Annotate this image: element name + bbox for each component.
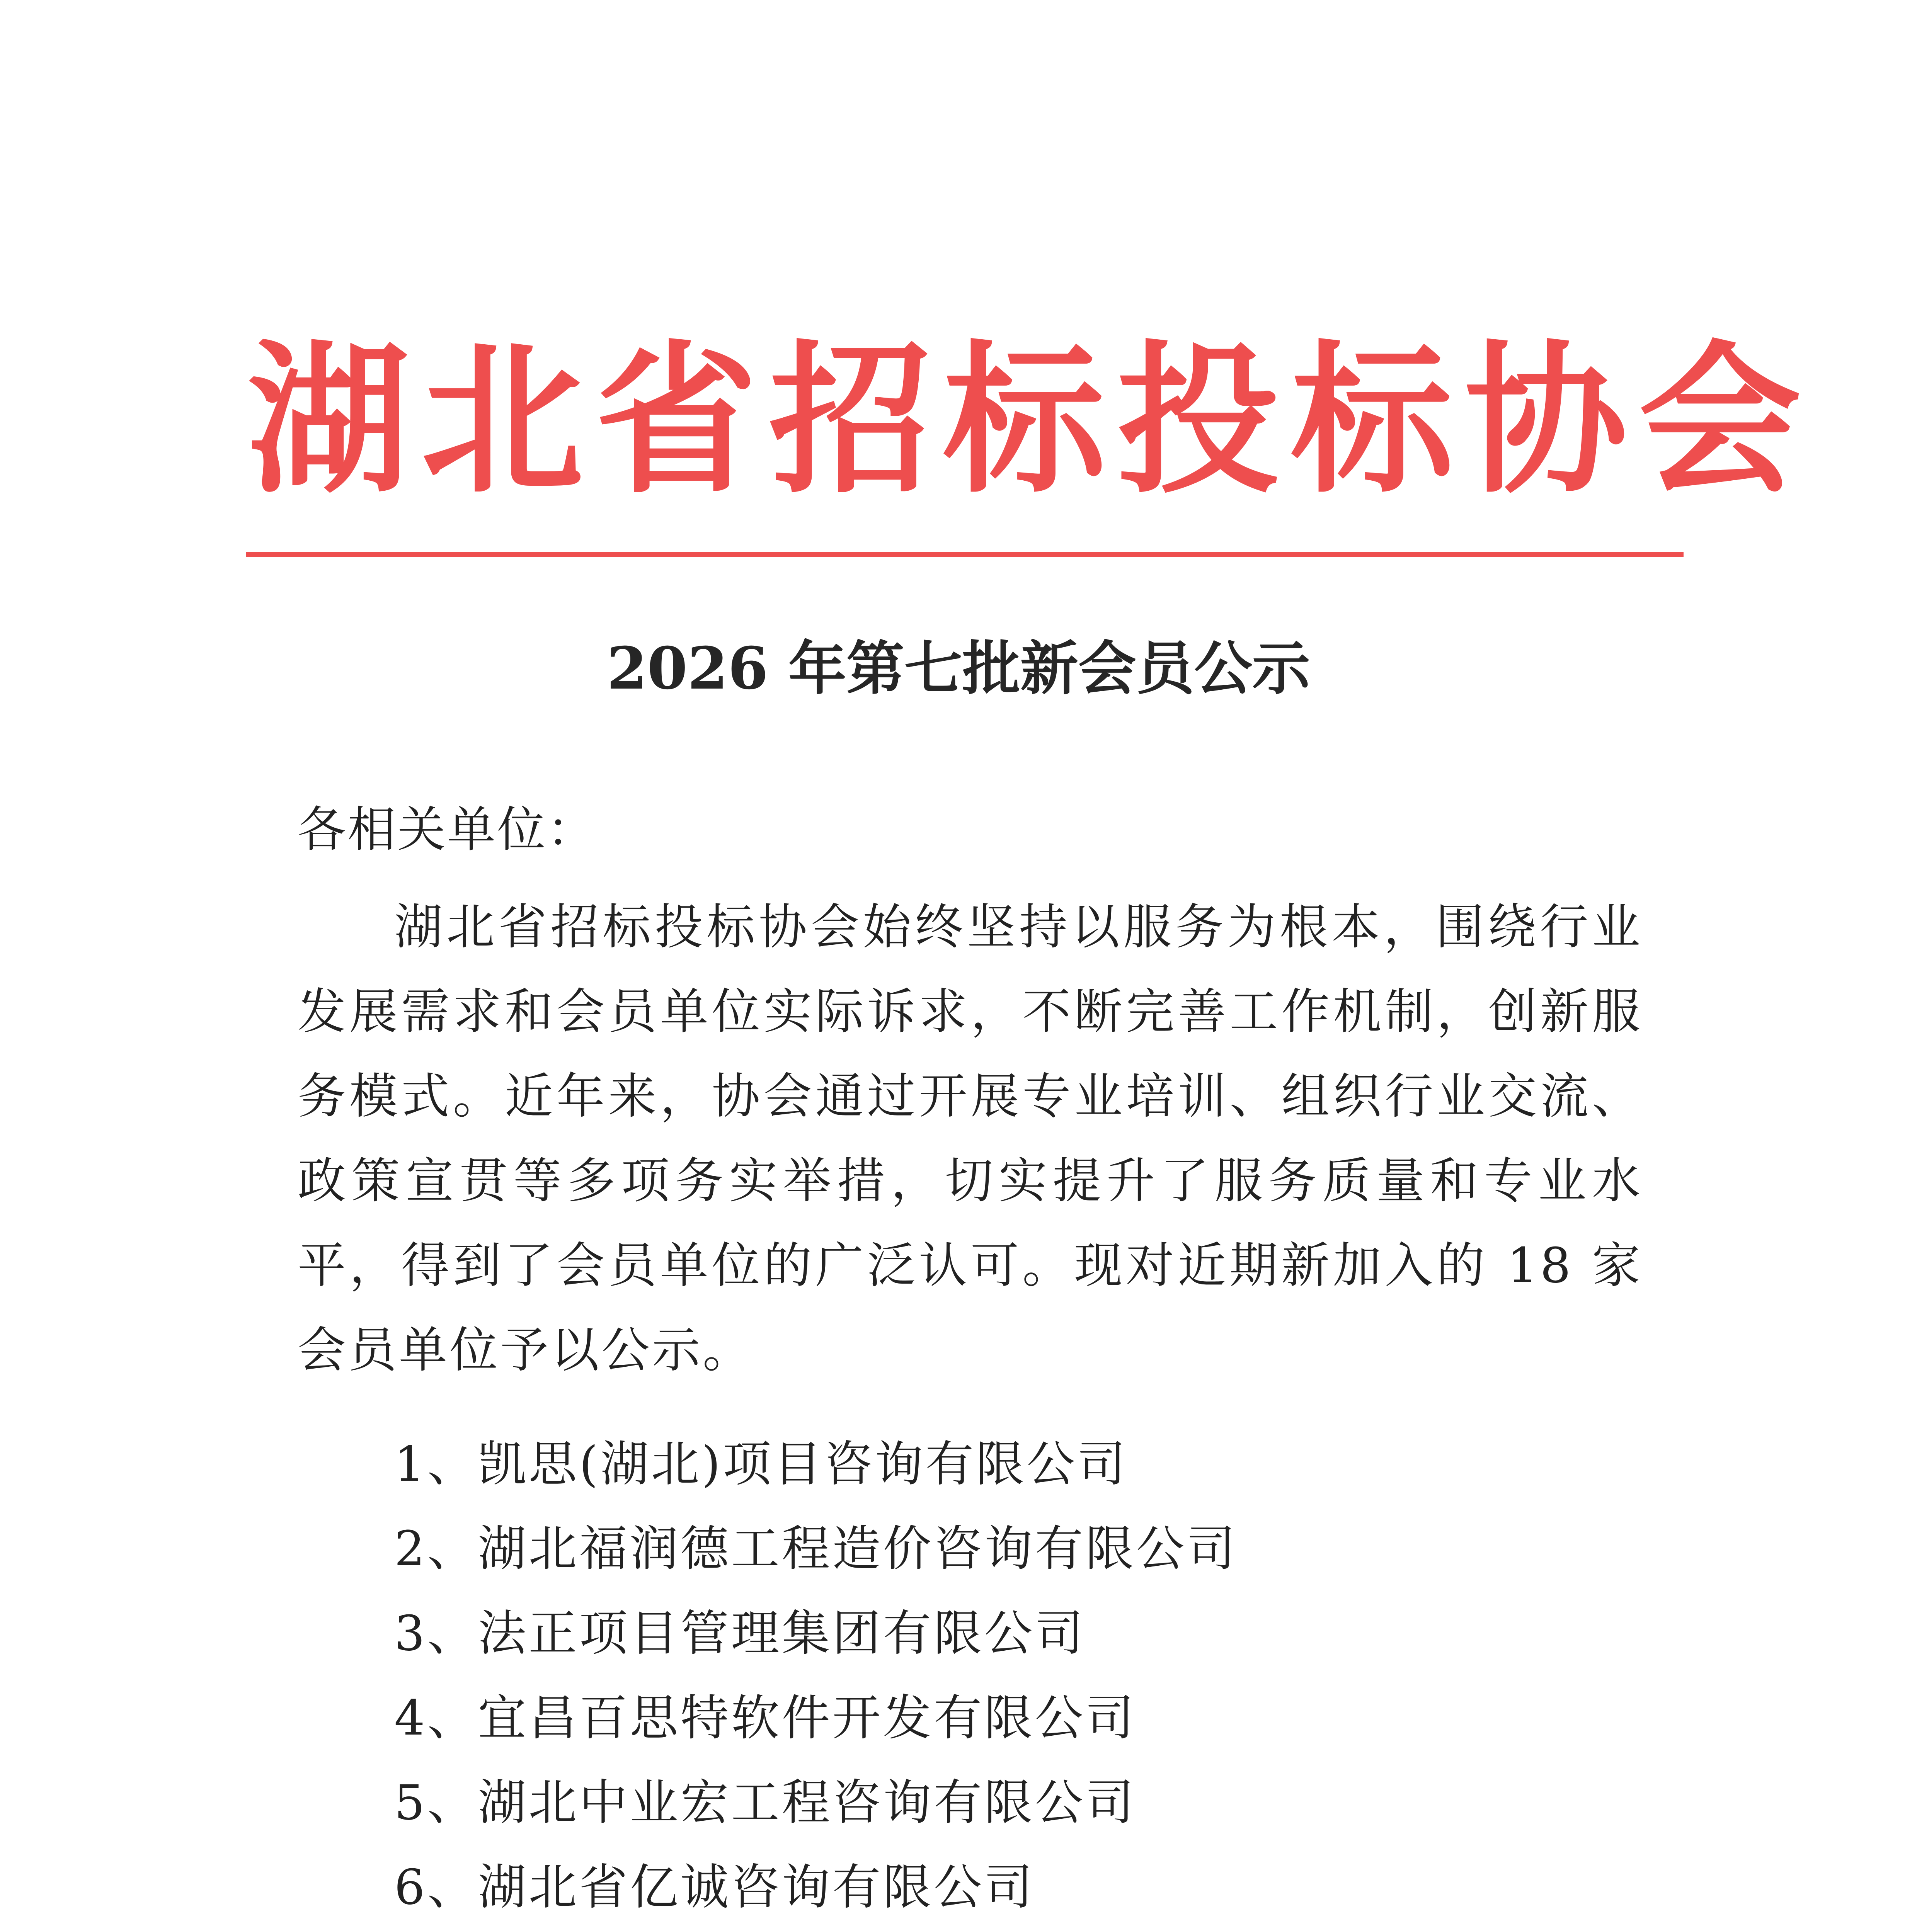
list-item [394, 1591, 1321, 1676]
list-item-name: 湖北中业宏工程咨询有限公司 [478, 1775, 1136, 1831]
list-item-name: 法正项目管理集团有限公司 [478, 1605, 1086, 1662]
list-item-name: 宜昌百思特软件开发有限公司 [478, 1690, 1136, 1746]
list-item [394, 1930, 1321, 1932]
list-item-name: 湖北福润德工程造价咨询有限公司 [478, 1521, 1238, 1577]
document-title: 2026 年第七批新会员公示 [607, 634, 1310, 702]
list-item [394, 1676, 1321, 1760]
salutation: 各相关单位： [298, 802, 597, 858]
list-item [394, 1507, 1321, 1591]
list-item-name: 凯思(湖北)项目咨询有限公司 [478, 1436, 1128, 1492]
list-item-number: 2、 [394, 1521, 478, 1577]
list-item-number: 3、 [394, 1605, 478, 1662]
list-item-name: 湖北省亿诚咨询有限公司 [478, 1859, 1035, 1915]
list-item [394, 1760, 1321, 1845]
body-paragraph: 湖北省招标投标协会始终坚持以服务为根本，围绕行业发展需求和会员单位实际诉求，不断完善工作机制，创新服务模式。近年来，协会通过开展专业培训、组织行业交流、政策宣贯等多项务实举措，切实提升了服务质量和专业水平，得到了会员单位的广泛认可。现对近期新加入的 18 家会员单位予以公示。 [298, 899, 1643, 1378]
list-item-number: 4、 [394, 1690, 478, 1746]
list-item [394, 1422, 1321, 1507]
list-item [394, 1845, 1321, 1930]
list-item-number: 5、 [394, 1775, 478, 1831]
list-item-number: 6、 [394, 1859, 478, 1915]
letterhead-divider [246, 552, 1684, 557]
letterhead-org-name: 湖北省招标投标协会 [247, 327, 1813, 515]
member-list [394, 1422, 1321, 1932]
list-item-number: 1、 [394, 1436, 478, 1492]
